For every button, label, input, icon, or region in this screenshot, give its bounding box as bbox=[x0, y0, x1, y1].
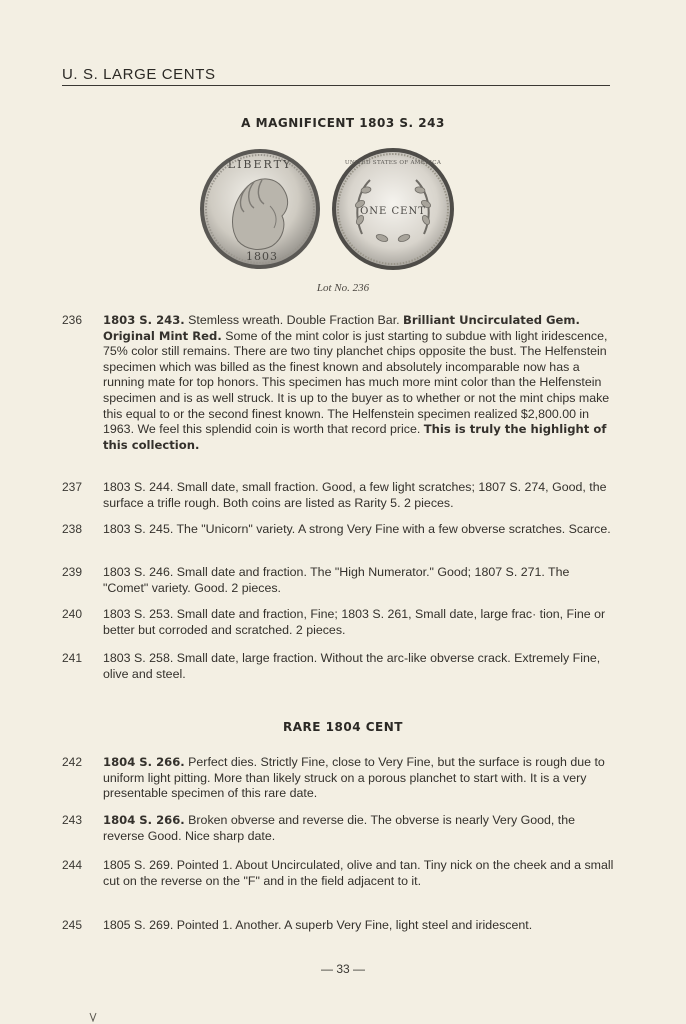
lot-description bbox=[103, 813, 615, 844]
lot-text-part: Broken obverse and reverse die. The obverse is nearly Very Good, the reverse Good. Nice sharp date. bbox=[103, 813, 576, 843]
lot-description: 1803 S. 244. Small date, small fraction. Good, a few light scratches; 1807 S. 274, Good, the surface a trifle rough. Both coins are listed as Rarity 5. 2 pieces. bbox=[103, 480, 607, 510]
lot-description: 1803 S. 258. Small date, large fraction. Without the arc-like obverse crack. Extremely Fine, olive and steel. bbox=[103, 651, 601, 681]
section-title-rare-1804: RARE 1804 CENT bbox=[283, 720, 403, 734]
lot-number: 240 bbox=[62, 607, 83, 621]
lot-description: 1805 S. 269. Pointed 1. About Uncirculated, olive and tan. Tiny nick on the cheek and a small cut on the reverse on the "F" and in the field adjacent to it. bbox=[103, 858, 614, 888]
lot-description: 1803 S. 245. The "Unicorn" variety. A strong Very Fine with a few obverse scratches. Scarce. bbox=[103, 522, 611, 536]
page-header: U. S. LARGE CENTS bbox=[62, 66, 610, 86]
lot-text-part: Some of the mint color is just starting to subdue with light iridescence, 75% color still remains. There are two tiny planchet chips opposite the bust. The Helfenstein specimen which was billed as the finest known and absolutely incomparable now has a running mate for top honors. This specimen has much more mint color than the Helfenstein specimen and is as well struck. It is up to the buyer as to whether or not the mint chips make this equal to or the second finest known. The Helfenstein specimen realized $2,800.00 in 1963. We feel this splendid coin is worth that record price. bbox=[103, 328, 610, 437]
lot-number: 244 bbox=[62, 858, 83, 872]
lot-description bbox=[103, 313, 615, 453]
lot-description: 1803 S. 253. Small date and fraction, Fine; 1803 S. 261, Small date, large frac· tion, Fine or better but corroded and scratched. 2 pieces. bbox=[103, 607, 606, 637]
lot-title: 1803 S. 243. bbox=[103, 313, 185, 327]
photo-caption: Lot No. 236 bbox=[316, 282, 370, 294]
lot-highlight-closing: This is truly the highlight of this collection. bbox=[103, 422, 607, 452]
lot-description: 1805 S. 269. Pointed 1. Another. A superb Very Fine, light steel and iridescent. bbox=[103, 918, 533, 932]
lot-title: 1804 S. 266. bbox=[103, 813, 185, 827]
coin-photo bbox=[0, 146, 686, 278]
lot-number: 239 bbox=[62, 565, 83, 579]
lot-description: 1803 S. 246. Small date and fraction. The "High Numerator." Good; 1807 S. 271. The "Comet" variety. Good. 2 pieces. bbox=[103, 565, 570, 595]
lot-number: 242 bbox=[62, 755, 83, 769]
obverse-legend: LIBERTY bbox=[227, 158, 293, 171]
reverse-legend: UNITED STATES OF AMERICA bbox=[344, 160, 442, 166]
coin-reverse-image bbox=[330, 146, 456, 272]
margin-mark-icon bbox=[88, 1012, 98, 1022]
obverse-date: 1803 bbox=[246, 250, 278, 263]
lot-number: 236 bbox=[62, 313, 83, 327]
lot-description bbox=[103, 755, 615, 802]
lot-number: 237 bbox=[62, 480, 83, 494]
lot-grade-highlight: Brilliant Uncirculated Gem. Original Mint Red. bbox=[103, 313, 580, 343]
lot-text-part: Stemless wreath. Double Fraction Bar. bbox=[188, 313, 400, 327]
page-number: — 33 — bbox=[320, 962, 365, 976]
lot-number: 241 bbox=[62, 651, 83, 665]
lot-text-part: Perfect dies. Strictly Fine, close to Very Fine, but the surface is rough due to uniform light pitting. More than likely struck on a porous planchet to start with. It is a very presentable specimen of this rare date. bbox=[103, 755, 605, 801]
lot-number: 243 bbox=[62, 813, 83, 827]
lot-number: 245 bbox=[62, 918, 83, 932]
lot-number: 238 bbox=[62, 522, 83, 536]
reverse-center-text: ONE CENT bbox=[360, 206, 426, 217]
lot-title: 1804 S. 266. bbox=[103, 755, 185, 769]
section-title-magnificent: A MAGNIFICENT 1803 S. 243 bbox=[241, 116, 445, 130]
coin-obverse-image bbox=[198, 146, 322, 272]
